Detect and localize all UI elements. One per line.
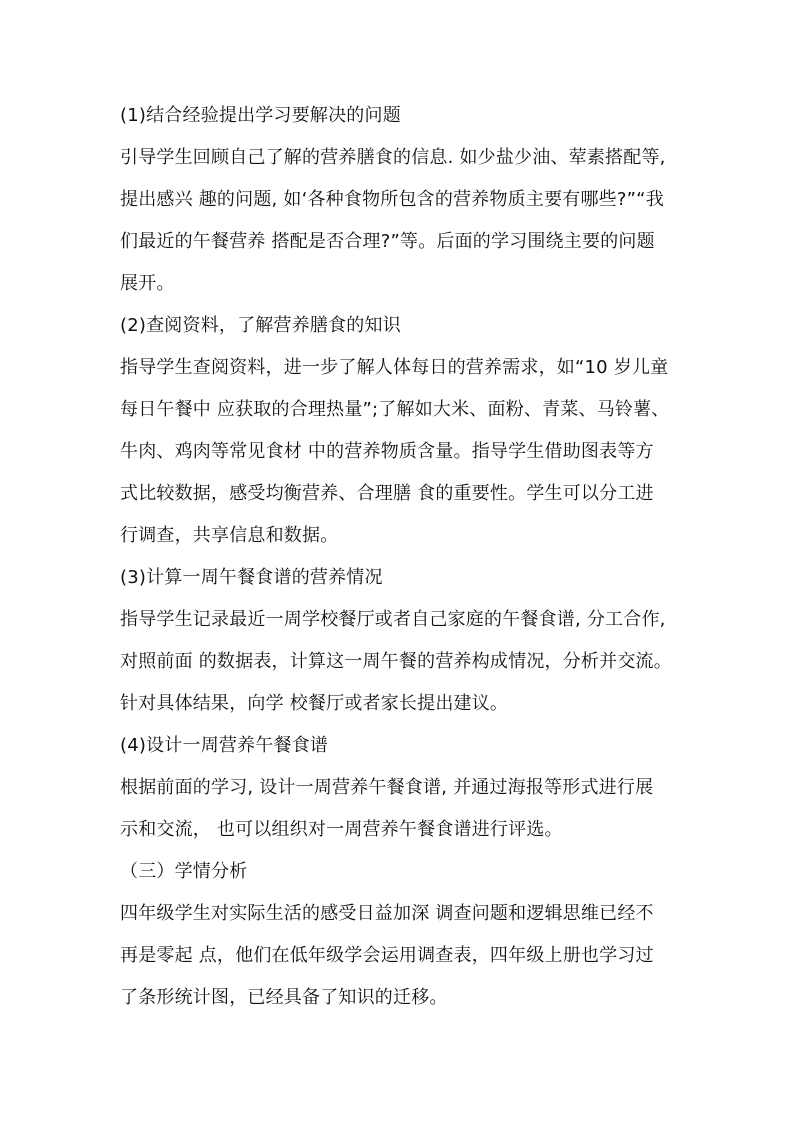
paragraph-line: 引导学生回顾自己了解的营养膳食的信息. 如少盐少油、荤素搭配等, bbox=[120, 147, 666, 168]
section-heading-2: (2)查阅资料，了解营养膳食的知识 bbox=[120, 315, 401, 336]
paragraph-line: 示和交流， 也可以组织对一周营养午餐食谱进行评选。 bbox=[120, 819, 563, 840]
paragraph-line: 牛肉、鸡肉等常见食材 中的营养物质含量。指导学生借助图表等方 bbox=[120, 441, 654, 462]
paragraph-line: 行调查，共享信息和数据。 bbox=[120, 525, 339, 546]
paragraph-line: 指导学生查阅资料，进一步了解人体每日的营养需求，如“10 岁儿童 bbox=[120, 357, 669, 378]
section-heading-3: (3)计算一周午餐食谱的营养情况 bbox=[120, 567, 383, 588]
paragraph-line: 对照前面 的数据表，计算这一周午餐的营养构成情况，分析并交流。 bbox=[120, 651, 672, 672]
section-heading-1: (1)结合经验提出学习要解决的问题 bbox=[120, 105, 401, 126]
section-heading-4: (4)设计一周营养午餐食谱 bbox=[120, 735, 329, 756]
paragraph-line: 每日午餐中 应获取的合理热量”;了解如大米、面粉、青菜、马铃薯、 bbox=[120, 399, 670, 420]
paragraph-line: 提出感兴 趣的问题, 如‘各种食物所包含的营养物质主要有哪些?”“我 bbox=[120, 189, 664, 210]
paragraph-line: 根据前面的学习, 设计一周营养午餐食谱, 并通过海报等形式进行展 bbox=[120, 777, 654, 798]
paragraph-line: 展开。 bbox=[120, 273, 175, 294]
section-heading-learning-analysis: （三）学情分析 bbox=[120, 861, 248, 882]
paragraph-line: 针对具体结果，向学 校餐厅或者家长提出建议。 bbox=[120, 693, 509, 714]
paragraph-line: 式比较数据，感受均衡营养、合理膳 食的重要性。学生可以分工进 bbox=[120, 483, 654, 504]
paragraph-line: 四年级学生对实际生活的感受日益加深 调查问题和逻辑思维已经不 bbox=[120, 903, 654, 924]
paragraph-line: 指导学生记录最近一周学校餐厅或者自己家庭的午餐食谱, 分工合作, bbox=[120, 609, 666, 630]
paragraph-line: 了条形统计图，已经具备了知识的迁移。 bbox=[120, 987, 448, 1008]
paragraph-line: 们最近的午餐营养 搭配是否合理?”等。后面的学习围绕主要的问题 bbox=[120, 231, 655, 252]
paragraph-line: 再是零起 点，他们在低年级学会运用调查表，四年级上册也学习过 bbox=[120, 945, 654, 966]
